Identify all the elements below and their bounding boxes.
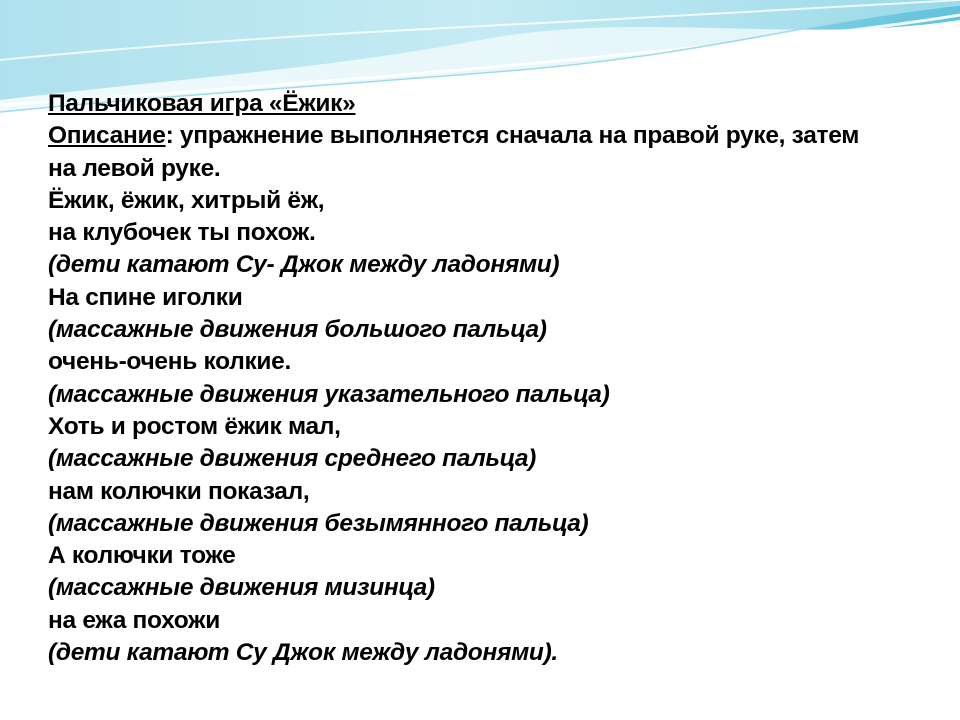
poem-line: очень-очень колкие. [48,348,292,376]
poem-line: на клубочек ты похож. [48,219,316,247]
description-line-2: на левой руке. [48,154,221,182]
instruction-line: (массажные движения указательного пальца) [48,380,610,408]
instruction-line: (дети катают Су Джок между ладонями). [48,639,558,667]
instruction-line: (массажные движения безымянного пальца) [48,509,589,537]
description-label: Описание [48,122,166,150]
instruction-line: (массажные движения мизинца) [48,574,435,602]
poem-line: на ежа похожи [48,606,220,634]
instruction-line: (массажные движения большого пальца) [48,316,547,344]
poem-line: Ёжик, ёжик, хитрый ёж, [48,186,325,214]
poem-line: Хоть и ростом ёжик мал, [48,412,341,440]
instruction-line: (дети катают Су- Джок между ладонями) [48,251,560,279]
slide-title: Пальчиковая игра «Ёжик» [48,90,356,117]
poem-line: А колючки тоже [48,542,236,570]
description-text-1: : упражнение выполняется сначала на правой руке, затем [165,122,860,150]
poem-line: нам колючки показал, [48,477,310,505]
poem-line: На спине иголки [48,283,243,311]
slide-body [48,88,928,669]
instruction-line: (массажные движения среднего пальца) [48,445,537,473]
description-line-1 [48,120,928,152]
